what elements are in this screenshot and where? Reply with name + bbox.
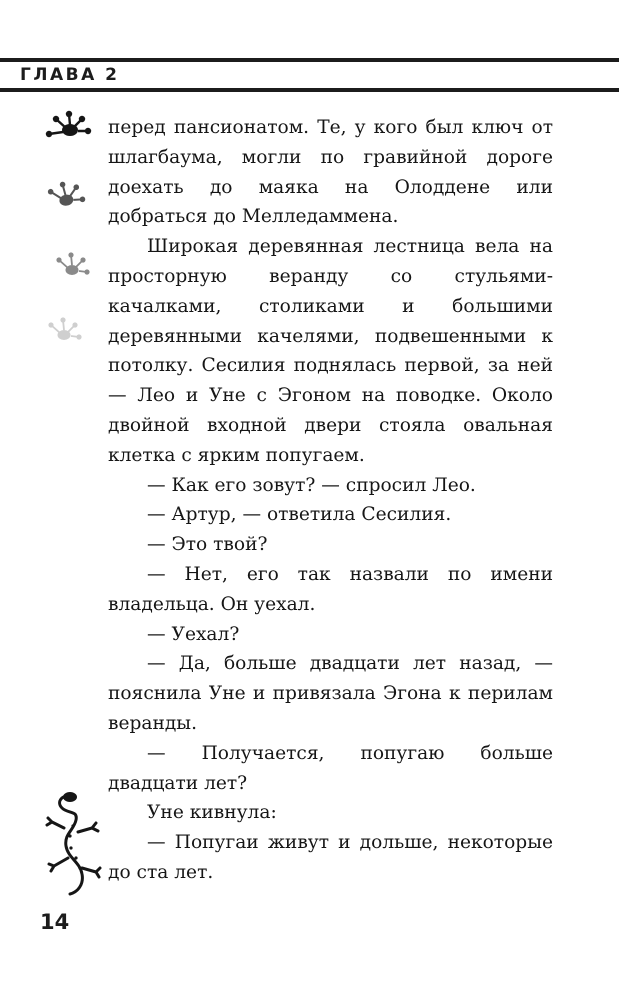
footprints-icon (36, 110, 106, 360)
paragraph: перед пансионатом. Те, у кого был ключ от шлагбаума, могли по гравийной дороге доехать до маяка на Олоддене или добраться до Мелледаммена. (108, 117, 553, 228)
paragraph: — Нет, его так назвали по имени владельца. Он уехал. (108, 563, 553, 615)
paragraph: — Артур, — ответила Сесилия. (147, 504, 452, 526)
body-text (108, 113, 553, 888)
paragraph: — Как его зовут? — спросил Лео. (147, 474, 476, 496)
paragraph: — Попугаи живут и дольше, некоторые до ста лет. (108, 832, 553, 883)
paragraph: — Уехал? (147, 623, 240, 645)
paragraph: Уне кивнула: (147, 802, 277, 824)
paragraph: — Это твой? (147, 534, 268, 556)
header-rule-bottom (0, 88, 619, 92)
page-number: 14 (40, 910, 70, 934)
paragraph: Широкая деревянная лестница вела на просторную веранду со стульями-качалками, столиками и большими деревянными качелями, подвешенными к потолку. Сесилия поднялась первой, за ней — Лео и Уне с Эгоном на поводке. Около двойной входной двери стояла овальная клетка с ярким попугаем. (108, 236, 553, 466)
chapter-heading: ГЛАВА 2 (20, 65, 120, 85)
gecko-icon (42, 788, 112, 898)
paragraph: — Получается, попугаю больше двадцати лет? (108, 742, 553, 794)
paragraph: — Да, больше двадцати лет назад, — пояснила Уне и привязала Эгона к перилам веранды. (108, 653, 553, 734)
